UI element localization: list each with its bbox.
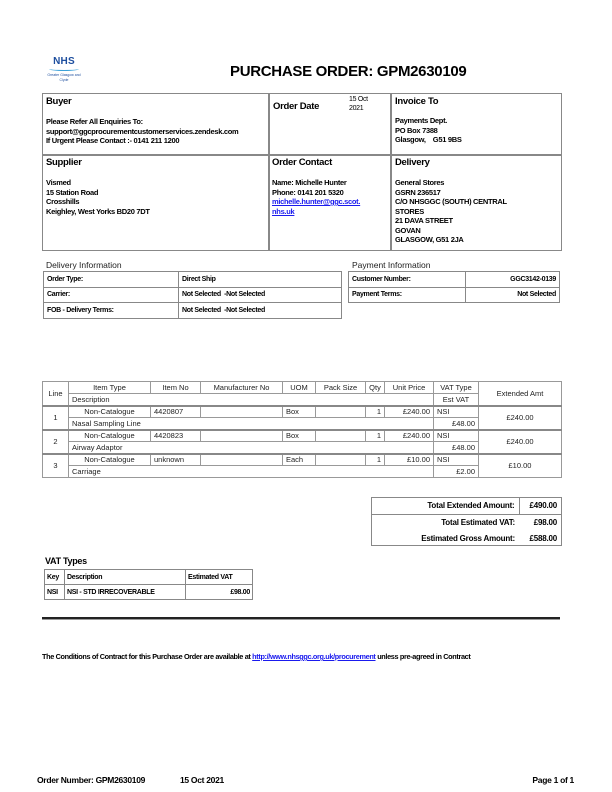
vat-col-description: Description	[65, 570, 186, 585]
supplier-line: Crosshills	[46, 197, 80, 206]
vat-description: NSI - STD IRRECOVERABLE	[65, 585, 186, 600]
table-row	[44, 272, 342, 288]
extended-amt: £240.00	[479, 406, 562, 430]
delivery-line: 21 DAVA STREET	[395, 216, 453, 225]
extended-amt: £10.00	[479, 454, 562, 478]
pack-size	[316, 454, 366, 466]
footer-date: 15 Oct 2021	[180, 775, 224, 785]
delivery-info-value: Not Selected -Not Selected	[179, 287, 342, 303]
delivery-line: GLASGOW, G51 2JA	[395, 235, 464, 244]
vat-types-heading: VAT Types	[45, 556, 87, 566]
payment-info-table	[348, 271, 560, 303]
vat-type: NSI	[434, 430, 479, 442]
col-line: Line	[43, 382, 69, 406]
table-row	[45, 585, 253, 600]
total-vat-row	[372, 514, 561, 530]
payment-info-value: Not Selected	[466, 287, 560, 303]
supplier-heading: Supplier	[46, 157, 82, 168]
table-row	[43, 454, 562, 466]
table-row	[349, 287, 560, 303]
unit-price: £10.00	[385, 454, 434, 466]
page-title: PURCHASE ORDER: GPM2630109	[230, 63, 467, 80]
extended-amt: £240.00	[479, 430, 562, 454]
uom: Each	[283, 454, 316, 466]
vat-type: NSI	[434, 454, 479, 466]
est-vat: £48.00	[434, 418, 479, 430]
invoice-to-section	[395, 96, 560, 145]
col-extended-amt: Extended Amt	[479, 382, 562, 406]
item-type: Non-Catalogue	[69, 406, 151, 418]
divider	[42, 617, 560, 620]
supplier-line: 15 Station Road	[46, 187, 99, 197]
total-gross-label: Estimated Gross Amount:	[421, 533, 515, 543]
delivery-heading: Delivery	[395, 157, 430, 168]
logo-subtitle: Greater Glasgow and Clyde	[47, 73, 81, 82]
col-manufacturer-no: Manufacturer No	[201, 382, 283, 394]
item-no: 4420823	[151, 430, 201, 442]
payment-info-label: Payment Terms:	[349, 287, 466, 303]
table-row	[44, 303, 342, 319]
supplier-line: Vismed	[46, 178, 71, 187]
vat-col-key: Key	[45, 570, 65, 585]
est-vat: £48.00	[434, 442, 479, 454]
qty: 1	[366, 454, 385, 466]
table-row	[349, 272, 560, 288]
total-vat-label: Total Estimated VAT:	[441, 517, 515, 527]
procurement-link[interactable]: http://www.nhsggc.org.uk/procurement	[252, 652, 376, 661]
pack-size	[316, 430, 366, 442]
col-vat-type: VAT Type	[434, 382, 479, 394]
total-gross-value: £588.00	[529, 533, 557, 543]
delivery-info-label: Carrier:	[44, 287, 179, 303]
line-number: 1	[43, 406, 69, 430]
unit-price: £240.00	[385, 430, 434, 442]
order-contact-section	[272, 157, 390, 216]
invoice-to-heading: Invoice To	[395, 96, 439, 107]
col-est-vat: Est VAT	[434, 394, 479, 406]
line-number: 3	[43, 454, 69, 478]
vat-estimated: £98.00	[186, 585, 253, 600]
qty: 1	[366, 406, 385, 418]
conditions-text	[42, 652, 470, 661]
manufacturer-no	[201, 406, 283, 418]
delivery-info-value: Not Selected -Not Selected	[179, 303, 342, 319]
pack-size	[316, 406, 366, 418]
qty: 1	[366, 430, 385, 442]
vat-types-table	[44, 569, 253, 600]
delivery-info-label: FOB - Delivery Terms:	[44, 303, 179, 319]
order-date-year: 2021	[349, 104, 364, 112]
invoice-to-line: Payments Dept.	[395, 116, 448, 125]
item-type: Non-Catalogue	[69, 430, 151, 442]
col-qty: Qty	[366, 382, 385, 394]
vat-type: NSI	[434, 406, 479, 418]
supplier-line: Keighley, West Yorks BD20 7DT	[46, 206, 150, 216]
logo-brand: NHS	[53, 56, 75, 67]
col-pack-size: Pack Size	[316, 382, 366, 394]
order-contact-email-link[interactable]: nhs.uk	[272, 206, 295, 216]
table-row	[44, 287, 342, 303]
buyer-email: support@ggcprocurementcustomerservices.zendesk.com	[46, 126, 239, 136]
buyer-section	[46, 96, 268, 146]
table-row	[43, 406, 562, 418]
order-contact-heading: Order Contact	[272, 157, 332, 168]
buyer-heading: Buyer	[46, 96, 72, 107]
description: Nasal Sampling Line	[69, 418, 434, 430]
conditions-suffix: unless pre-agreed in Contract	[375, 652, 471, 661]
item-no: unknown	[151, 454, 201, 466]
logo-swoosh-icon	[49, 67, 79, 71]
col-uom: UOM	[283, 382, 316, 394]
footer-order-number: Order Number: GPM2630109	[37, 775, 146, 785]
invoice-to-line: PO Box 7388	[395, 125, 438, 135]
col-item-no: Item No	[151, 382, 201, 394]
line-items-table	[42, 381, 562, 478]
table-row	[43, 430, 562, 442]
nhs-logo	[46, 56, 82, 88]
vat-col-estimated: Estimated VAT	[186, 570, 253, 585]
description: Carriage	[69, 466, 434, 478]
item-no: 4420807	[151, 406, 201, 418]
delivery-info-label: Order Type:	[44, 272, 179, 288]
table-header-row	[43, 382, 562, 394]
total-vat-value: £98.00	[533, 517, 557, 527]
vat-key: NSI	[45, 585, 65, 600]
totals-table	[372, 498, 561, 546]
order-contact-name: Name: Michelle Hunter	[272, 178, 347, 187]
total-gross-row	[372, 530, 561, 546]
delivery-line: GOVAN	[395, 225, 421, 235]
unit-price: £240.00	[385, 406, 434, 418]
total-extended-value: £490.00	[529, 501, 557, 511]
buyer-line-1: Please Refer All Enquiries To:	[46, 117, 143, 126]
delivery-line: C/O NHSGGC (SOUTH) CENTRAL	[395, 197, 507, 206]
order-contact-phone: Phone: 0141 201 5320	[272, 187, 344, 197]
col-item-type: Item Type	[69, 382, 151, 394]
buyer-phone: If Urgent Please Contact :- 0141 211 1200	[46, 136, 180, 145]
divider	[268, 93, 270, 251]
payment-info-value: GGC3142-0139	[466, 272, 560, 288]
payment-info-heading: Payment Information	[352, 260, 431, 270]
delivery-line: GSRN 236517	[395, 187, 441, 197]
col-description: Description	[69, 394, 434, 406]
uom: Box	[283, 406, 316, 418]
total-extended-label: Total Extended Amount:	[372, 498, 519, 514]
order-contact-email-link[interactable]: michelle.hunter@ggc.scot.	[272, 197, 361, 206]
conditions-prefix: The Conditions of Contract for this Purchase Order are available at	[42, 652, 253, 661]
est-vat: £2.00	[434, 466, 479, 478]
col-unit-price: Unit Price	[385, 382, 434, 394]
line-number: 2	[43, 430, 69, 454]
delivery-line: STORES	[395, 206, 424, 216]
supplier-section	[46, 157, 268, 216]
delivery-info-table	[43, 271, 342, 319]
order-date-value	[349, 96, 368, 113]
total-extended-row	[372, 498, 561, 514]
divider	[390, 93, 392, 251]
delivery-info-value: Direct Ship	[179, 272, 342, 288]
manufacturer-no	[201, 454, 283, 466]
item-type: Non-Catalogue	[69, 454, 151, 466]
uom: Box	[283, 430, 316, 442]
order-date-day-month: 15 Oct	[349, 96, 368, 103]
divider	[42, 154, 562, 156]
payment-info-label: Customer Number:	[349, 272, 466, 288]
delivery-info-heading: Delivery Information	[46, 260, 122, 270]
manufacturer-no	[201, 430, 283, 442]
order-date-label: Order Date	[273, 101, 320, 112]
description: Airway Adaptor	[69, 442, 434, 454]
delivery-section	[395, 157, 560, 245]
delivery-line: General Stores	[395, 178, 445, 187]
footer-page-number: Page 1 of 1	[532, 775, 574, 785]
invoice-to-line: Glasgow, G51 9BS	[395, 135, 462, 144]
table-header-row	[45, 570, 253, 585]
